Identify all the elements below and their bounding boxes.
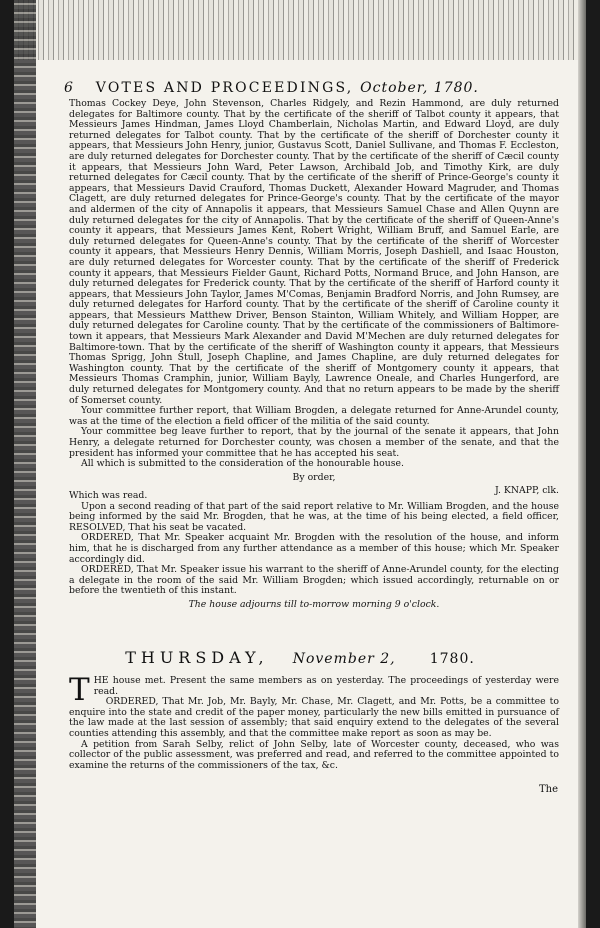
page-edge-texture (14, 0, 586, 60)
catchword: The (538, 784, 558, 795)
clerk-signature: J. KNAPP, clk. (494, 485, 559, 497)
by-order: By order, (292, 471, 336, 483)
day-first-paragraph (69, 672, 559, 708)
report-paragraph: Thomas Cockey Deye, John Stevenson, Charles Ridgely, and Rezin Hammond, are duly returned delegates for Baltimore county. That by the certificate of the sheriff of Talbot county it appears, that Messieurs James Hindman, James Lloyd Chamberlain, Nicholas Martin, and Edward Lloyd, are duly returned delegates for Talbot county. That by the certificate of the sheriff of Dorchester county it appears, that Messieurs John Henry, junior, Gustavus Scott, Daniel Sullivane, and Thomas F. Eccleston, are duly returned delegates for Dorchester county. That by the certificate of the sheriff of Cæcil county it appears, that Messieurs John Ward, Peter Lawson, Archibald Job, and Timothy Kirk, are duly returned delegates for Cæcil county. That by the certificate of the sheriff of Prince-George's county it appears, that Messieurs David Crauford, Thomas Duckett, Alexander Howard Magruder, and Thomas Clagett, are duly returned delegates for Prince-George's county. That by the certificate of the mayor and aldermen of the city of Annapolis it appears, that Messieurs Samuel Chase and Allen Quynn are duly returned delegates for the city of Annapolis. That by the certificate of the sheriff of Queen-Anne's county it appears, that Messieurs James Kent, Robert Wright, William Bruff, and Samuel Earle, are duly returned delegates for Queen-Anne's county. That by the certificate of the sheriff of Worcester county it appears, that Messieurs Henry Dennis, William Morris, Joseph Dashiell, and Isaac Houston, are duly returned delegates for Worcester county. That by the certificate of the sheriff of Frederick county it appears, that Messieurs Fielder Gaunt, Richard Potts, Normand Bruce, and John Hanson, are duly returned delegates for Frederick county. That by the certificate of the sheriff of Harford county it appears, that Messieurs John Taylor, James M'Comas, Benjamin Bradford Norris, and John Rumsey, are duly returned delegates for Harford county. That by the certificate of the sheriff of Caroline county it appears, that Messieurs Matthew Driver, Benson Stainton, William Whitely, and William Hopper, are duly returned delegates for Caroline county. That by the certificate of the commissioners of Baltimore-town it appears, that Messieurs Mark Alexander and David M'Mechen are duly returned delegates for Baltimore-town. That by the certificate of the sheriff of Washington county it appears, that Messieurs Thomas Sprigg, John Stull, Joseph Chapline, and James Chapline, are duly returned delegates for Washington county. That by the certificate of the sheriff of Montgomery county it appears, that Messieurs Thomas Cramphin, junior, William Bayly, Lawrence Oneale, and Charles Hungerford, are duly returned delegates for Montgomery county. And that no return appears to be made by the sheriff of Somerset county. (69, 98, 559, 406)
day-paragraph: ORDERED, That Mr. Job, Mr. Bayly, Mr. Chase, Mr. Clagett, and Mr. Potts, be a committee to enquire into the state and credit of the paper money, particularly the new bills emitted in pursuance of the law made at the last session of assembly; that said enquiry extend to the delegates of the several counties attending this assembly, and that the committee make report as soon as may be. (69, 696, 559, 739)
binding-edge (14, 0, 36, 928)
day-section (69, 672, 559, 771)
running-title: VOTES AND PROCEEDINGS, (95, 80, 354, 96)
day-weekday: THURSDAY, (125, 648, 269, 667)
running-header (64, 80, 569, 100)
adjournment-line: The house adjourns till to-morrow morning 9 o'clock. (188, 598, 440, 610)
day-paragraph: A petition from Sarah Selby, relict of John Selby, late of Worcester county, deceased, who was collector of the public assessment, was preferred and read, and referred to the committee appointed to examine the returns of the commissioners of the tax, &c. (69, 738, 559, 771)
proceeding-paragraph: ORDERED, That Mr. Speaker issue his warrant to the sheriff of Anne-Arundel county, for the electing a delegate in the room of the said Mr. William Brogden; which issued accordingly, returnable on or before the twentieth of this instant. (69, 564, 559, 597)
page-right-edge (578, 0, 586, 928)
day-heading (14, 648, 586, 667)
proceeding-paragraph: ORDERED, That Mr. Speaker acquaint Mr. Brogden with the resolution of the house, and inform him, that he is discharged from any further attendance as a member of this house; which Mr. Speaker accordingly did. (69, 532, 559, 565)
report-paragraph: All which is submitted to the consideration of the honourable house. (81, 458, 404, 470)
day-first-text: HE house met. Present the same members as on yesterday. The proceedings of yesterday were read. (93, 675, 559, 697)
page-number: 6 (64, 80, 76, 96)
which-was-read: Which was read. (69, 489, 148, 501)
document-page (14, 0, 586, 928)
report-paragraph: Your committee further report, that William Brogden, a delegate returned for Anne-Arundel county, was at the time of the election a field officer of the militia of the said county. (69, 405, 559, 427)
day-date: November 2, (292, 651, 396, 667)
day-year: 1780. (429, 651, 475, 667)
drop-cap: T (69, 672, 90, 708)
proceeding-paragraph: Upon a second reading of that part of the said report relative to Mr. William Brogden, and the house being informed by the said Mr. Brogden, that he was, at the time of his being elected, a field officer, RESOLVED, That his seat be vacated. (69, 500, 559, 533)
report-paragraph: Your committee beg leave further to report, that by the journal of the senate it appears, that John Henry, a delegate returned for Dorchester county, was chosen a member of the senate, and that the president has informed your committee that he has accepted his seat. (69, 426, 559, 459)
header-date: October, 1780. (360, 80, 479, 96)
report-section (69, 99, 559, 614)
